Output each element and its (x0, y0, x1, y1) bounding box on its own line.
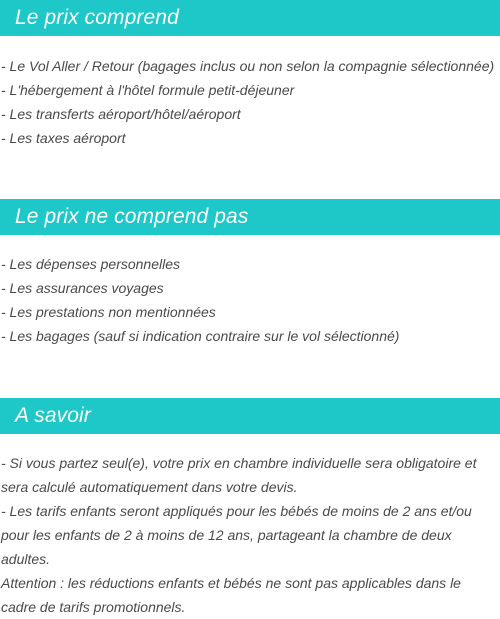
list-item: - Les taxes aéroport (1, 130, 126, 146)
included-list (0, 54, 500, 150)
section-to-know (0, 398, 500, 619)
list-item: - Les transferts aéroport/hôtel/aéroport (1, 106, 241, 122)
info-paragraph: Attention : les réductions enfants et bébés ne sont pas applicables dans le cadre de tarifs promotionnels. (1, 575, 461, 615)
info-paragraph: - Les tarifs enfants seront appliqués pour les bébés de moins de 2 ans et/ou pour les enfants de 2 à moins de 12 ans, partageant la chambre de deux adultes. (1, 503, 472, 567)
not-included-list (0, 252, 500, 348)
list-item: - Les prestations non mentionnées (1, 304, 216, 320)
info-paragraph: - Si vous partez seul(e), votre prix en chambre individuelle sera obligatoire et sera calculé automatiquement dans votre devis. (1, 455, 477, 495)
section-title: Le prix comprend (15, 6, 179, 29)
list-item: - Les bagages (sauf si indication contraire sur le vol sélectionné) (1, 328, 400, 344)
list-item: - Les assurances voyages (1, 280, 164, 296)
section-included (0, 0, 500, 150)
section-header (0, 0, 500, 36)
section-header (0, 199, 500, 235)
section-title: Le prix ne comprend pas (15, 205, 249, 228)
to-know-content (0, 451, 500, 619)
list-item: - Le Vol Aller / Retour (bagages inclus ou non selon la compagnie sélectionnée) (1, 58, 495, 74)
section-title: A savoir (15, 404, 91, 427)
section-header (0, 398, 500, 434)
list-item: - Les dépenses personnelles (1, 256, 181, 272)
list-item: - L'hébergement à l'hôtel formule petit-déjeuner (1, 82, 295, 98)
section-not-included (0, 199, 500, 348)
